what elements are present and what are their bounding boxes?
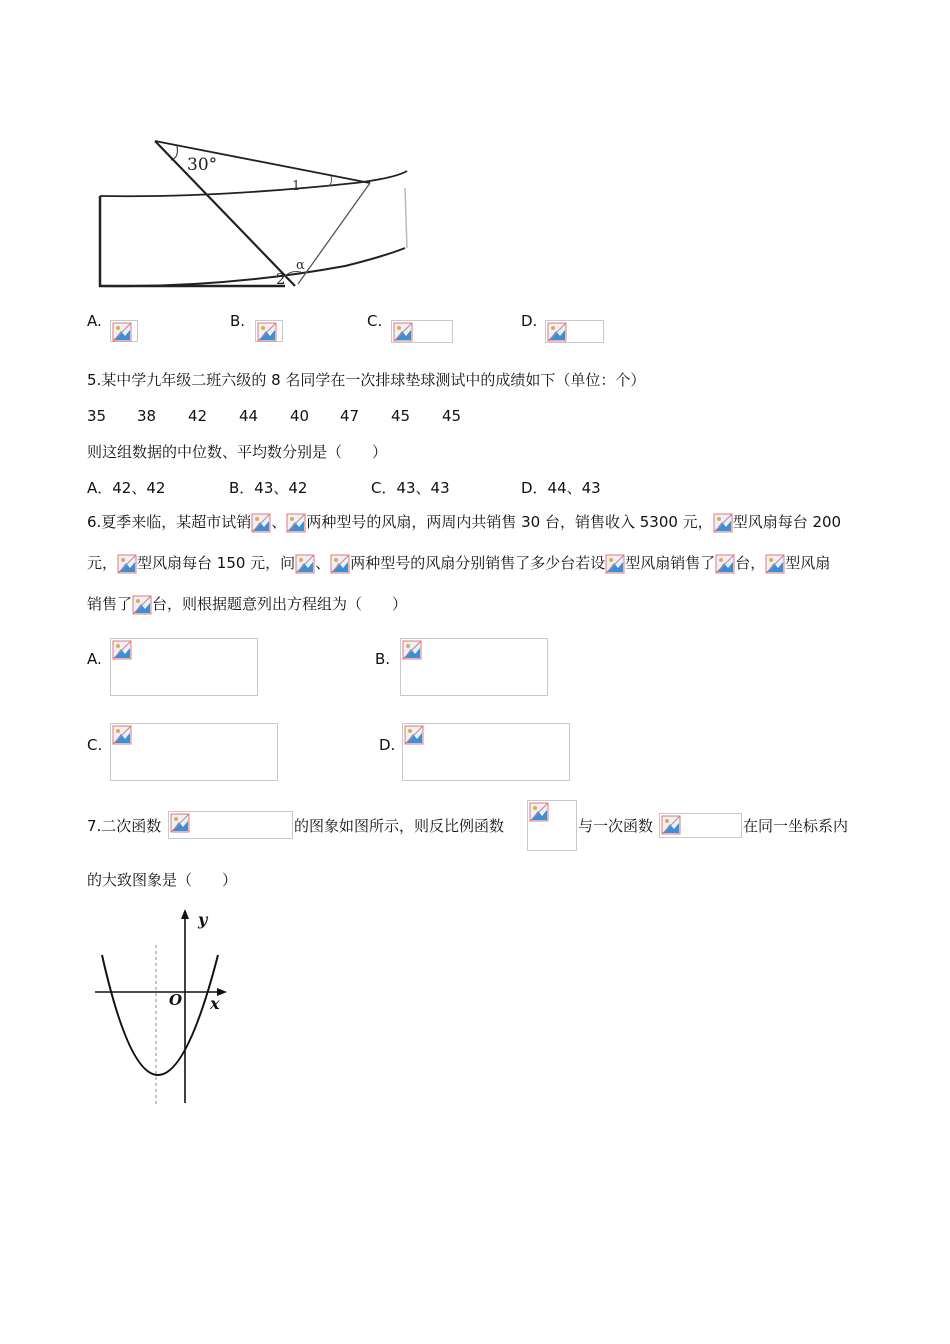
q6-text: 元， — [87, 554, 118, 572]
broken-image-icon — [605, 554, 625, 574]
broken-image-icon — [112, 322, 132, 342]
score-value: 40 — [290, 407, 310, 425]
q5-question: 则这组数据的中位数、平均数分别是（ ） — [87, 443, 388, 461]
y-axis-label: y — [198, 910, 208, 929]
q7-text-3: 与一次函数 — [578, 817, 654, 835]
broken-image-icon — [295, 554, 315, 574]
q7-question: 的大致图象是（ ） — [87, 871, 238, 889]
broken-image-icon — [117, 554, 137, 574]
score-value: 45 — [442, 407, 462, 425]
broken-image-icon — [112, 640, 132, 660]
q4-option-a-label: A. — [87, 312, 102, 330]
q5-option-d: D．44、43 — [521, 479, 601, 497]
q4-option-d-image — [545, 320, 604, 343]
broken-image-icon — [529, 802, 549, 822]
broken-image-icon — [765, 554, 785, 574]
q4-option-b-image — [255, 320, 283, 342]
broken-image-icon — [404, 725, 424, 745]
q6-option-d-label: D. — [379, 736, 396, 754]
parabola-graph — [90, 905, 230, 1110]
q6-line-1 — [87, 512, 841, 533]
q6-text: 两种型号的风扇分别销售了多少台若设 — [350, 554, 606, 572]
q6-text: 型风扇 — [785, 554, 831, 572]
q7-text-1: 7.二次函数 — [87, 817, 162, 835]
angle-alpha-label: α — [296, 258, 305, 273]
x-axis-label: x — [210, 994, 220, 1013]
q7-linear-function-image — [659, 813, 742, 838]
broken-image-icon — [112, 725, 132, 745]
angle-2-label: 2 — [276, 270, 286, 288]
broken-image-icon — [547, 322, 567, 342]
q6-text: 型风扇销售了 — [625, 554, 716, 572]
broken-image-icon — [257, 322, 277, 342]
score-value: 42 — [188, 407, 208, 425]
broken-image-icon — [715, 554, 735, 574]
q5-stem: 5.某中学九年级二班六级的 8 名同学在一次排球垫球测试中的成绩如下（单位：个） — [87, 371, 646, 389]
broken-image-icon — [393, 322, 413, 342]
q5-option-b: B．43、42 — [229, 479, 308, 497]
q7-inverse-function-image — [527, 800, 577, 851]
q4-option-c-label: C. — [367, 312, 383, 330]
broken-image-icon — [286, 513, 306, 533]
q7-quadratic-formula-image — [168, 811, 293, 839]
score-value: 44 — [239, 407, 259, 425]
q5-scores — [87, 406, 461, 426]
q5-option-a: A．42、42 — [87, 479, 166, 497]
q4-option-b-label: B. — [230, 312, 246, 330]
broken-image-icon — [402, 640, 422, 660]
q6-text: 、 — [315, 554, 331, 572]
q7-text-4: 在同一坐标系内 — [743, 817, 849, 835]
q6-text: 、 — [271, 513, 287, 531]
q7-text-2: 的图象如图所示，则反比例函数 — [294, 817, 505, 835]
q4-option-d-label: D. — [521, 312, 538, 330]
broken-image-icon — [170, 813, 190, 833]
q6-option-c-label: C. — [87, 736, 103, 754]
origin-label: O — [169, 991, 183, 1009]
q6-option-b-label: B. — [375, 650, 391, 668]
q6-text: 两种型号的风扇，两周内共销售 30 台，销售收入 5300 元， — [306, 513, 713, 531]
broken-image-icon — [132, 595, 152, 615]
score-value: 38 — [137, 407, 157, 425]
q4-option-a-image — [110, 320, 138, 342]
q6-text: 型风扇每台 200 — [732, 513, 842, 531]
broken-image-icon — [713, 513, 733, 533]
q6-text: 型风扇每台 150 元，问 — [137, 554, 296, 572]
q6-text: 6.夏季来临，某超市试销 — [87, 513, 252, 531]
q6-option-d-image — [402, 723, 570, 781]
angle-1-label: 1 — [292, 179, 301, 194]
q6-line-2 — [87, 553, 830, 574]
ruler-triangle-figure — [95, 138, 415, 298]
angle-30-label: 30° — [187, 155, 218, 175]
q6-text: 台， — [735, 554, 766, 572]
q6-line-3 — [87, 594, 407, 615]
score-value: 35 — [87, 407, 107, 425]
broken-image-icon — [251, 513, 271, 533]
q5-option-c: C．43、43 — [371, 479, 450, 497]
q4-option-c-image — [391, 320, 453, 343]
q6-text: 台，则根据题意列出方程组为（ ） — [152, 595, 408, 613]
q6-option-c-image — [110, 723, 278, 781]
score-value: 45 — [391, 407, 411, 425]
q6-option-b-image — [400, 638, 548, 696]
q6-text: 销售了 — [87, 595, 133, 613]
q6-option-a-label: A. — [87, 650, 102, 668]
q6-option-a-image — [110, 638, 258, 696]
score-value: 47 — [340, 407, 360, 425]
broken-image-icon — [661, 815, 681, 835]
broken-image-icon — [330, 554, 350, 574]
